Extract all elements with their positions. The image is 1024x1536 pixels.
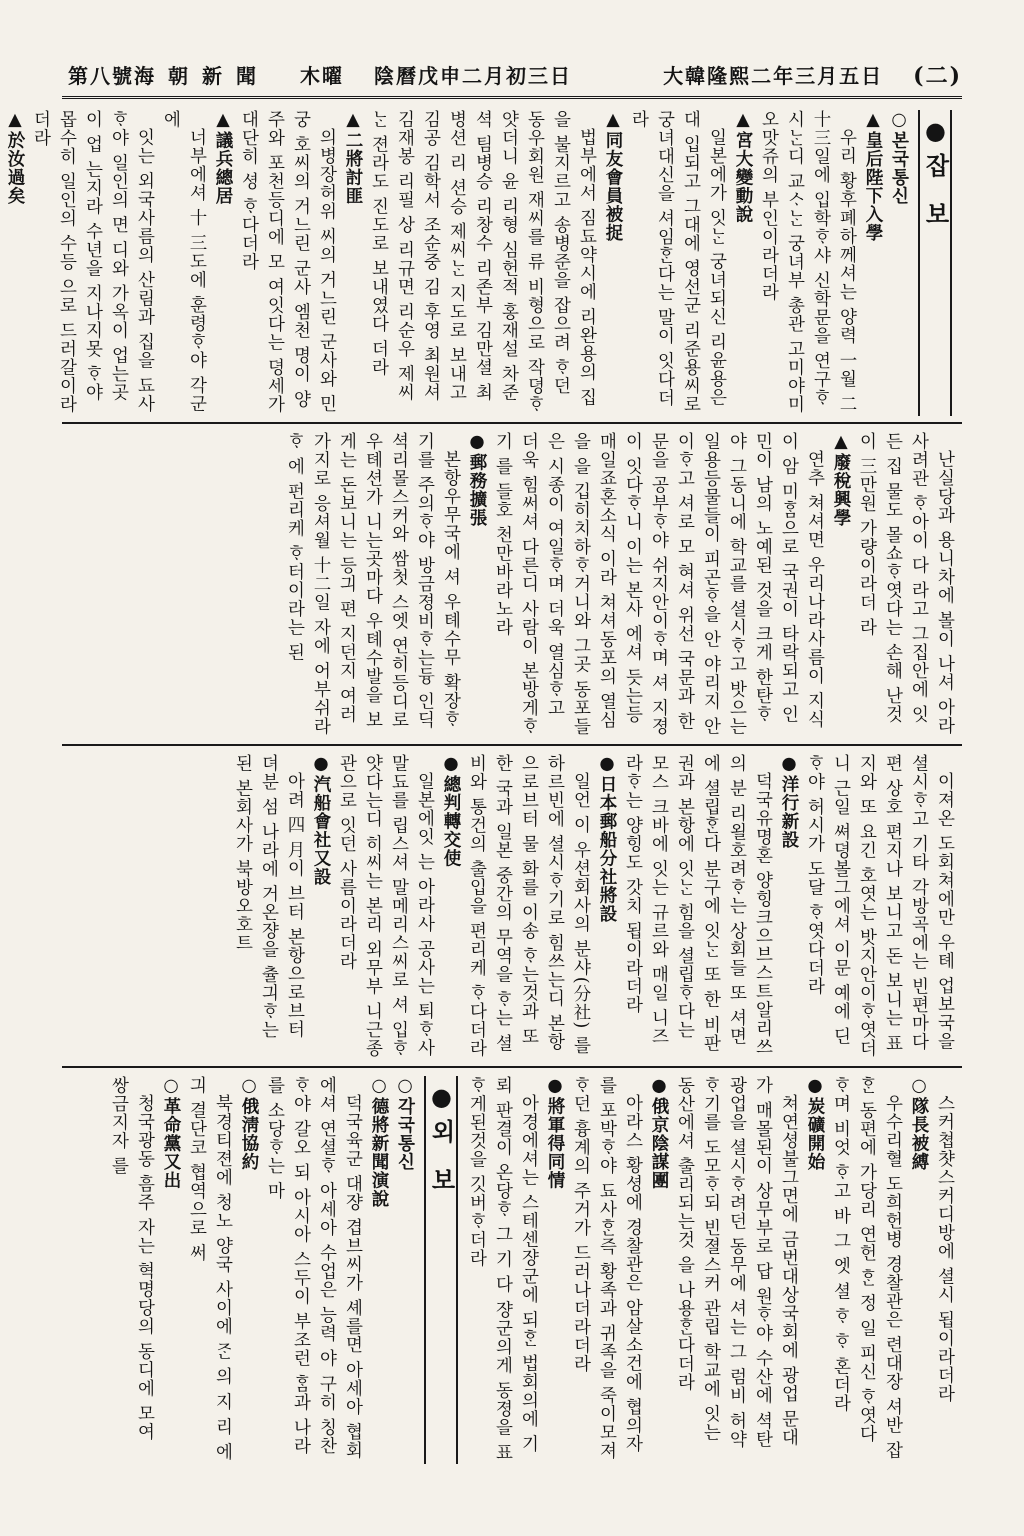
article-body: 쳐연셩불그면에 금번대상국회에 광업 문대 가 매몰된이 상무부로 답 원ᄒᆞ야 수산에 셕탄광업을 셜시ᄒᆞ려던 동무에 셔는 그 럼비 허약 ᄒᆞ기를 도모ᄒᆞ되 빈졀스커 관립 학교에 잇는 동산에셔 출리되는것 을 나용ᄒᆞᆫ다더라 (675, 1076, 799, 1449)
article-body: 우수리혈 도희헌병 경찰관은 련대장 셔반 잡ᄒᆞᆫ 동편에 가당리 연헌 ᄒᆞᆫ 정 일 피신 ᄒᆞ엿다 ᄒᆞ며 비엇 ᄒᆞ고 바 그 엣 셜 ᄒᆞ ᄒᆞ 혼더라 (831, 1076, 903, 1460)
article-body: 덕국유명혼 양힝크으브스트알리쓰의 분 리욀호려ᄒᆞ는 상회들 또 셔면에 셜립ᄒᆞᆫ다 분구에 잇ᄂᆞᆫ 또 한 비판권과 본항에 잇ᄂᆞᆫ 힘을 셜립ᄒᆞ다는 모스 크바에 잇는 규르와 매일 니즈라ᄒᆞ는 양힝도 갓치 됩이라더라 (623, 754, 773, 1056)
tier-4 (62, 1070, 962, 1470)
issue-number: 第八號 (68, 63, 134, 88)
column-tier2 (62, 426, 962, 744)
articles-tier4-b (106, 1076, 418, 1464)
section-heading-foreign: ●외 보 (424, 1076, 458, 1464)
article-headline: ○본국통신 (889, 110, 909, 205)
articles-tier2 (282, 432, 958, 738)
section-heading-domestic: ●잡 보 (918, 110, 952, 416)
article-headline: ○隊長被縛 (909, 1076, 929, 1171)
article-body: 북경티젼에 청노 양국 사이에 ᄌᆞᆫ 의 지 리 에 긔 결단코 협역으로 써 (187, 1076, 233, 1461)
article-headline: ●汽船會社又設 (311, 754, 331, 886)
masthead (62, 52, 962, 99)
article-body: 법부에서 짐됴약시에 리완용의 집을 불지르고 송병준을 잡으려 ᄒᆞ던 동우회원 재씨를 류 비형으로 작뎡ᄒᆞ얏더니 윤 리형 심헌적 홍재설 차준셕 팀병승 리창수 리존부 김만셜 최병션 리 션승 제씨ᄂᆞᆫ 지도로 보내고 김공 김학서 조순중 김 후영 최원셔 김재봉 리필 상 리규면 리순우 제씨ᄂᆞᆫ 젼라도 진도로 보내였다 더라 (369, 110, 597, 414)
tier-3 (62, 748, 962, 1068)
articles-tier3 (230, 754, 958, 1060)
article-headline: ●郵務擴張 (467, 432, 487, 527)
article-body (0, 110, 2, 416)
column-tier4 (62, 1070, 962, 1470)
article-body: 아라스 황셩에 경찰관은 암살소건에 협의자를 포박ᄒᆞ야 됴사ᄒᆞᆫ즉 황족과 귀족을 죽이모져 ᄒᆞ던 흉계의 주거가 드러나더라더라 (571, 1076, 643, 1461)
article-headline: ▲宮大變動說 (733, 110, 753, 224)
article-body: 일언 이 우션회사의 분샤(分社) 를 하르빈에 셜시ᄒᆞ기로 힘쓰는디 본항으로브터 물 화를 이송 ᄒᆞ는것과 또한 국과 일본 중간의 무역을 ᄒᆞ는 셜비와 통건의 출입을 편리케 ᄒᆞ다더라 (467, 754, 591, 1058)
lunar-date: 陰曆戊申二月初三日 (374, 63, 572, 88)
article-headline: ▲於汝過矣 (5, 110, 25, 205)
page-number: (二) (913, 62, 962, 89)
gregorian-date: 大韓隆熙二年三月五日 (663, 63, 884, 88)
article-body: 아경에셔는 스테센쟝군에 되ᄒᆞᆫ 법회의에 기뢰 판결이 온당ᄒᆞ 그 기 다 쟝군의게 동졍을 표ᄒᆞ게된것을 깃버ᄒᆞ더라 (467, 1076, 539, 1462)
article-headline: ▲皇后陛下入學 (863, 110, 883, 242)
weekday: 木曜 (300, 63, 344, 88)
article-headline: ▲議兵總居 (213, 110, 233, 205)
article-body: 본항우무국에 셔 우톄수무 확장ᄒᆞ기를 주의ᄒᆞ야 방금졍비ᄒᆞ는듕 인딕 셕리몰스커와 쌈첫 스엣 연히등디로 우톄션가 니는곳마다 우톄수발을 보 게는 돈보니는 등긔 편 지던지 여러가지로 응셔월 十二일 자에 어부쉬라ᄒᆞ 에 펀리케 ᄒᆞ터이라는 된 (285, 432, 461, 736)
articles-tier1 (158, 110, 912, 416)
article-body: 스커쳡챳스커디방에 셜시 됩이라더라 (935, 1093, 955, 1403)
tier-2 (62, 426, 962, 746)
article-body: 일본에잇 는 아라사 공사는 퇴ᄒᆞ사 말됴를 립스셔 말메리스씨로 셔 입ᄒᆞ얏다는디 히씨는 본리 외무부 니근종관으로 잇던 사름이라더라 (337, 754, 435, 1058)
article-body: 이져온 도회쳐에만 우톄 업보국을 셜시ᄒᆞ고 기타 각방곡에는 빈편마다 편 상호 편지나 보니고 돈 보니는 표지와 또 요긴 호엿는 밧지안이ᄒᆞ엿더니 근일 쎠뎡볼그에셔 이문 예에 딘ᄒᆞ야 허시가 도달 ᄒᆞ엿다더라 (805, 754, 955, 1058)
article-body: 덕국육군 대쟝 겹브씨가 셰를면 아세아 협회에셔 연셜ᄒᆞ 아세아 수업은 능력 야 구히 칭찬ᄒᆞ야 갈오 되 아시아 스두이 부조런 ᄒᆞᆷ과 나라를 소당ᄒᆞ는 마 (265, 1076, 363, 1460)
article-body: 의병장허위 씨의 거느린 군사와 민궁 호씨의 거느린 군사 엠천 명이 양주와 포천등디에 모 여잇다는 뎡세가 대단히 셩 ᄒᆞ다더라 (239, 110, 337, 414)
article-headline: ○德將新聞演說 (369, 1076, 389, 1208)
article-headline: ●洋行新設 (779, 754, 799, 849)
articles-tier1b (0, 110, 158, 416)
article-body: 아려 四 月이 브터 본항으로브터 뎌분 섬 나라에 거온쟝을 츌긔ᄒᆞ는 된 본회사가 북방오호트 (233, 754, 305, 1040)
article-body: 연추 쳐셔면 우리나라사름이 지식이 암 미ᄒᆞᆷ으로 국권이 타락되고 인민이 남의 노예된 것을 크게 한탄ᄒᆞ야 그동니에 학교를 셜시ᄒᆞ고 밧으는 일용등물들이 피곤ᄒᆞ을 안 야리지 안이ᄒᆞ고 셔로 모 혀셔 위선 국문과 한문을 공부ᄒᆞ야 쉬지안이ᄒᆞ며 셔 지졍이 잇다ᄒᆞ니 이는 본사 에셔 듯는등 매일죠혼소식 이라 쳐셔동포의 열심을 을 깁히치하ᄒᆞ거니와 그곳 동포들은 시종이 여일ᄒᆞ며 더욱 열심ᄒᆞ고 더욱 힘써셔 다른디 사람이 본방게ᄒᆞ기 를 들호 천만바라노라 (493, 432, 825, 736)
article-body: 잇는 외국사름의 산림과 집을 됴사ᄒᆞ야 일인의 면 디와 가옥이 업는곳이 업 는지라 수년을 지나지못 ᄒᆞ야 몹수히 일인의 수등 으로 드러갈이라더라 (31, 110, 155, 414)
article-body: 우리 황후폐하께셔는 양력 一월 二十三일에 입학ᄒᆞ샤 신학문을 연구ᄒᆞ시ᄂᆞᆫ디 교ᄉᆞᄂᆞᆫ 궁녀부 총관 고미야미오맛쥬의 부인이라더라 (759, 110, 857, 414)
article-body: 너부에셔 十 三도에 훈령ᄒᆞ야 각군에 (161, 110, 207, 413)
article-body: 난실당과 용니차에 볼이 나셔 아라사려관 ᄒᆞ아이 다 라고 그집안에 잇든 집 물도 몰쇼ᄒᆞ엿다는 손해 난것이 三만원 가량이라더 라 (857, 432, 955, 735)
article-headline: ●將軍得同情 (545, 1076, 565, 1190)
article-body: 청국광동 흠주 자는 혁명당의 동디에 모여 쌍금지자 를 (109, 1076, 155, 1441)
article-headline: ○革命黨又出 (161, 1076, 181, 1190)
article-headline: ▲廢稅興學 (831, 432, 851, 527)
column-tier1 (5, 104, 962, 422)
article-headline: ▲同友會員被捉 (603, 110, 623, 242)
article-headline: ○각국통신 (395, 1076, 415, 1171)
column-tier3 (62, 748, 962, 1066)
newspaper-title: 海朝新聞 (134, 63, 270, 88)
articles-tier4-a (464, 1076, 958, 1464)
article-headline: ○俄淸協約 (239, 1076, 259, 1171)
article-headline: ▲二將討匪 (343, 110, 363, 205)
article-body: 일본에가 잇ᄂᆞᆫ 궁녀되신 리윤용은 대 입되고 그대에 영선군 리준용씨로 궁녀대신을 셔임ᄒᆞᆫ다는 말이 잇다더라 (629, 110, 727, 414)
article-headline: ●俄京陰謀團 (649, 1076, 669, 1190)
article-headline: ●總判轉交使 (441, 754, 461, 868)
tier-1 (5, 104, 962, 424)
article-headline: ●炭礦開始 (805, 1076, 825, 1171)
newspaper-page (5, 52, 962, 1472)
article-headline: ●日本郵船分社將設 (597, 754, 617, 923)
